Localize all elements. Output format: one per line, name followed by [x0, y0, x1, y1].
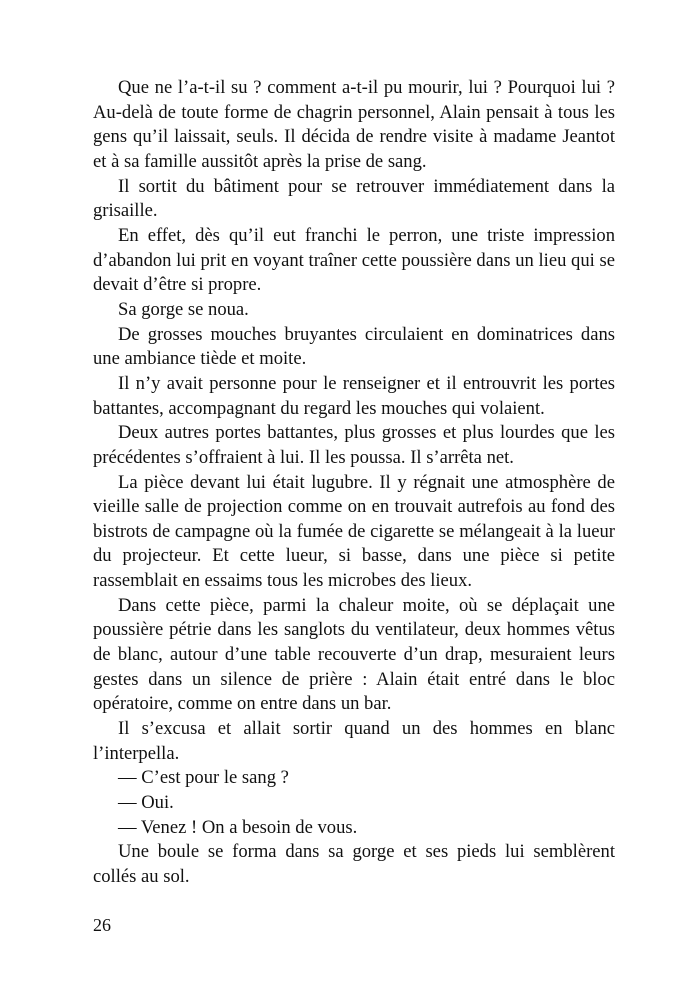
paragraph: Sa gorge se noua. — [118, 298, 249, 320]
dialogue-line: — Oui. — [118, 792, 174, 814]
paragraph: Il sortit du bâtiment pour se retrouver immédiatement dans la grisaille. — [93, 175, 615, 222]
paragraph: Que ne l’a-t-il su ? comment a-t-il pu mourir, lui ? Pourquoi lui ? Au-delà de toute forme de chagrin personnel, Alain pensait à tous les gens qu’il laissait, seuls. Il décida de rendre visite à madame Jeantot et à sa famille aussitôt après la prise de sang. — [93, 77, 615, 172]
paragraph: En effet, dès qu’il eut franchi le perron, une triste impression d’abandon lui prit en voyant traîner cette poussière dans un lieu qui se devait d’être si propre. — [93, 224, 615, 296]
paragraph: De grosses mouches bruyantes circulaient en dominatrices dans une ambiance tiède et moite. — [93, 323, 615, 370]
paragraph: Il s’excusa et allait sortir quand un des hommes en blanc l’interpella. — [93, 718, 615, 764]
paragraph: Il n’y avait personne pour le renseigner et il entrouvrit les portes battantes, accompagnant du regard les mouches qui volaient. — [93, 372, 615, 419]
paragraph: Deux autres portes battantes, plus grosses et plus lourdes que les précédentes s’offraient à lui. Il les poussa. Il s’arrêta net. — [93, 422, 615, 468]
paragraph: Dans cette pièce, parmi la chaleur moite, où se déplaçait une poussière pétrie dans les sanglots du ventilateur, deux hommes vêtus de blanc, autour d’une table recouverte d’un drap, mesuraient leurs gestes dans un silence de prière : Alain était entré dans le bloc opératoire, comme on entre dans un bar. — [93, 594, 615, 715]
dialogue-line: — C’est pour le sang ? — [118, 767, 289, 789]
body-text — [93, 76, 615, 890]
page-number: 26 — [93, 915, 111, 935]
paragraph: La pièce devant lui était lugubre. Il y régnait une atmosphère de vieille salle de projection comme on en trouvait autrefois au fond des bistrots de campagne où la fumée de cigarette se mélangeait à la lueur du projecteur. Et cette lueur, si basse, dans une pièce si petite rassemblait en essaims tous les microbes des lieux. — [93, 471, 615, 592]
dialogue-line: — Venez ! On a besoin de vous. — [118, 816, 358, 838]
paragraph: Une boule se forma dans sa gorge et ses pieds lui semblèrent collés au sol. — [93, 841, 615, 887]
